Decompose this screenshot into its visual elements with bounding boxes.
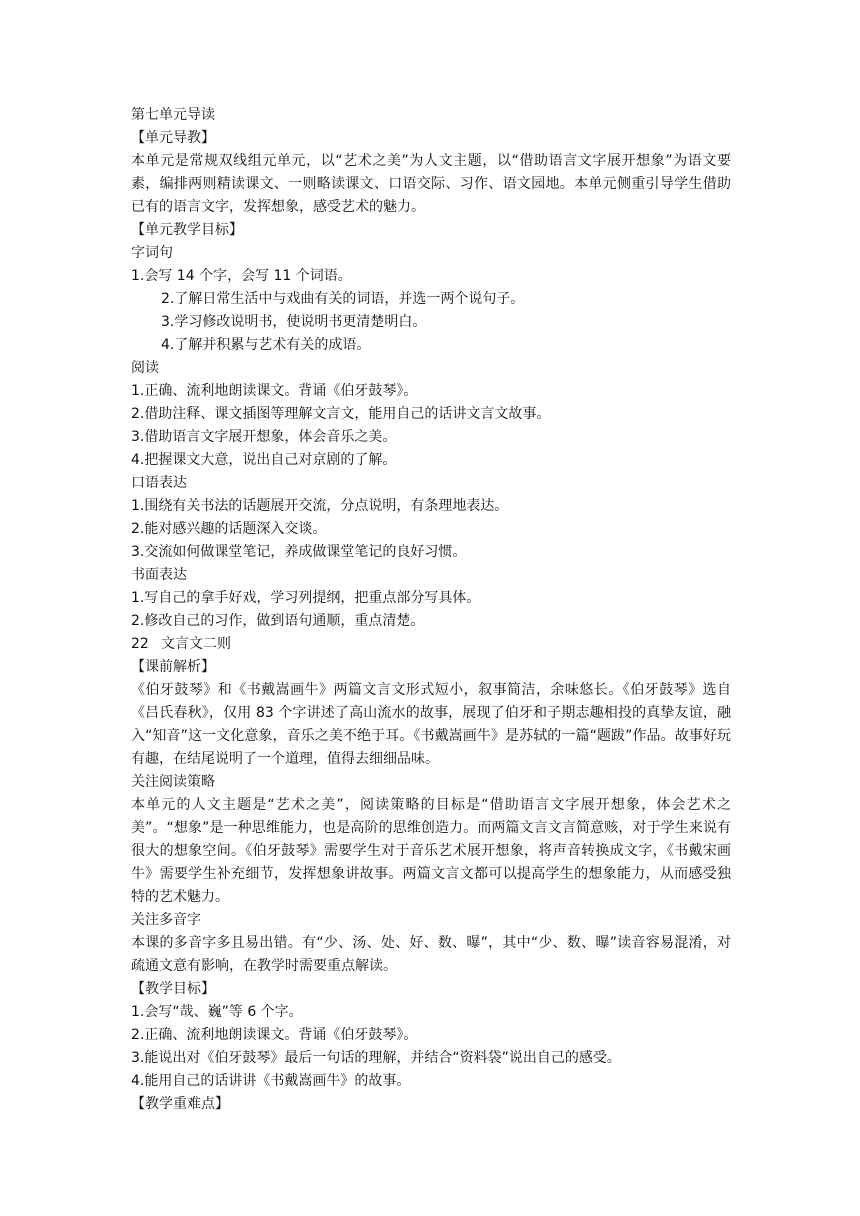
teaching-goals-heading: 【教学目标】 [131,981,215,997]
unit-guide-heading: 【单元导教】 [131,130,215,146]
oral-item: 3.交流如何做课堂笔记，养成做课堂笔记的良好习惯。 [131,544,467,560]
reading-item: 3.借助语言文字展开想象，体会音乐之美。 [131,429,397,445]
lesson-title: 文言文二则 [161,636,231,652]
teaching-goal-item: 4.能用自己的话讲讲《书戴嵩画牛》的故事。 [131,1073,411,1089]
unit-goals-heading: 【单元教学目标】 [131,222,243,238]
words-heading: 字词句 [131,245,173,261]
words-item: 1.会写 14 个字，会写 11 个词语。 [131,268,352,284]
unit-guide-paragraph: 本单元是常规双线组元单元，以“艺术之美”为人文主题，以“借助语言文字展开想象”为语文要素，编排两则精读课文、一则略读课文、口语交际、习作、语文园地。本单元侧重引导学生借助已有的语言文字，发挥想象，感受艺术的魅力。 [131,153,731,215]
lesson-heading [131,633,731,656]
oral-item: 1.围绕有关书法的话题展开交流，分点说明，有条理地表达。 [131,498,509,514]
writing-item: 2.修改自己的习作，做到语句通顺，重点清楚。 [131,613,425,629]
strategy-heading: 关注阅读策略 [131,774,215,790]
oral-item: 2.能对感兴趣的话题深入交谈。 [131,521,327,537]
reading-item: 2.借助注释、课文插图等理解文言文，能用自己的话讲文言文故事。 [131,406,551,422]
lesson-number: 22 [131,636,149,652]
pre-analysis-heading: 【课前解析】 [131,659,215,675]
document-title: 第七单元导读 [131,107,215,123]
words-item: 4.了解并积累与艺术有关的成语。 [161,337,371,353]
words-item: 2.了解日常生活中与戏曲有关的词语，并选一两个说句子。 [161,291,525,307]
words-item: 3.学习修改说明书，使说明书更清楚明白。 [161,314,427,330]
document-page [131,104,731,1116]
polyphone-paragraph: 本课的多音字多且易出错。有“少、汤、处、好、数、曝”，其中“少、数、曝”读音容易混淆，对疏通文意有影响，在教学时需要重点解读。 [131,935,731,974]
oral-heading: 口语表达 [131,475,187,491]
writing-item: 1.写自己的拿手好戏，学习列提纲，把重点部分写具体。 [131,590,481,606]
polyphone-heading: 关注多音字 [131,912,201,928]
reading-heading: 阅读 [131,360,159,376]
teaching-goal-item: 2.正确、流利地朗读课文。背诵《伯牙鼓琴》。 [131,1027,418,1043]
teaching-goal-item: 3.能说出对《伯牙鼓琴》最后一句话的理解，并结合“资料袋”说出自己的感受。 [131,1050,621,1066]
key-points-heading: 【教学重难点】 [131,1096,229,1112]
strategy-paragraph: 本单元的人文主题是“艺术之美”，阅读策略的目标是“借助语言文字展开想象，体会艺术之美”。“想象”是一种思维能力，也是高阶的思维创造力。而两篇文言文言简意赅，对于学生来说有很大的想象空间。《伯牙鼓琴》需要学生对于音乐艺术展开想象，将声音转换成文字，《书戴宋画牛》需要学生补充细节，发挥想象讲故事。两篇文言文都可以提高学生的想象能力，从而感受独特的艺术魅力。 [131,797,731,905]
reading-item: 4.把握课文大意，说出自己对京剧的了解。 [131,452,397,468]
pre-analysis-paragraph: 《伯牙鼓琴》和《书戴嵩画牛》两篇文言文形式短小，叙事简洁，余味悠长。《伯牙鼓琴》选自《吕氏春秋》，仅用 83 个字讲述了高山流水的故事，展现了伯牙和子期志趣相投的真挚友谊，融入“知音”这一文化意象，音乐之美不绝于耳。《书戴嵩画牛》是苏轼的一篇“题跋”作品。故事好玩有趣，在结尾说明了一个道理，值得去细细品味。 [131,682,731,767]
teaching-goal-item: 1.会写“哉、巍”等 6 个字。 [131,1004,303,1020]
reading-item: 1.正确、流利地朗读课文。背诵《伯牙鼓琴》。 [131,383,418,399]
writing-heading: 书面表达 [131,567,187,583]
